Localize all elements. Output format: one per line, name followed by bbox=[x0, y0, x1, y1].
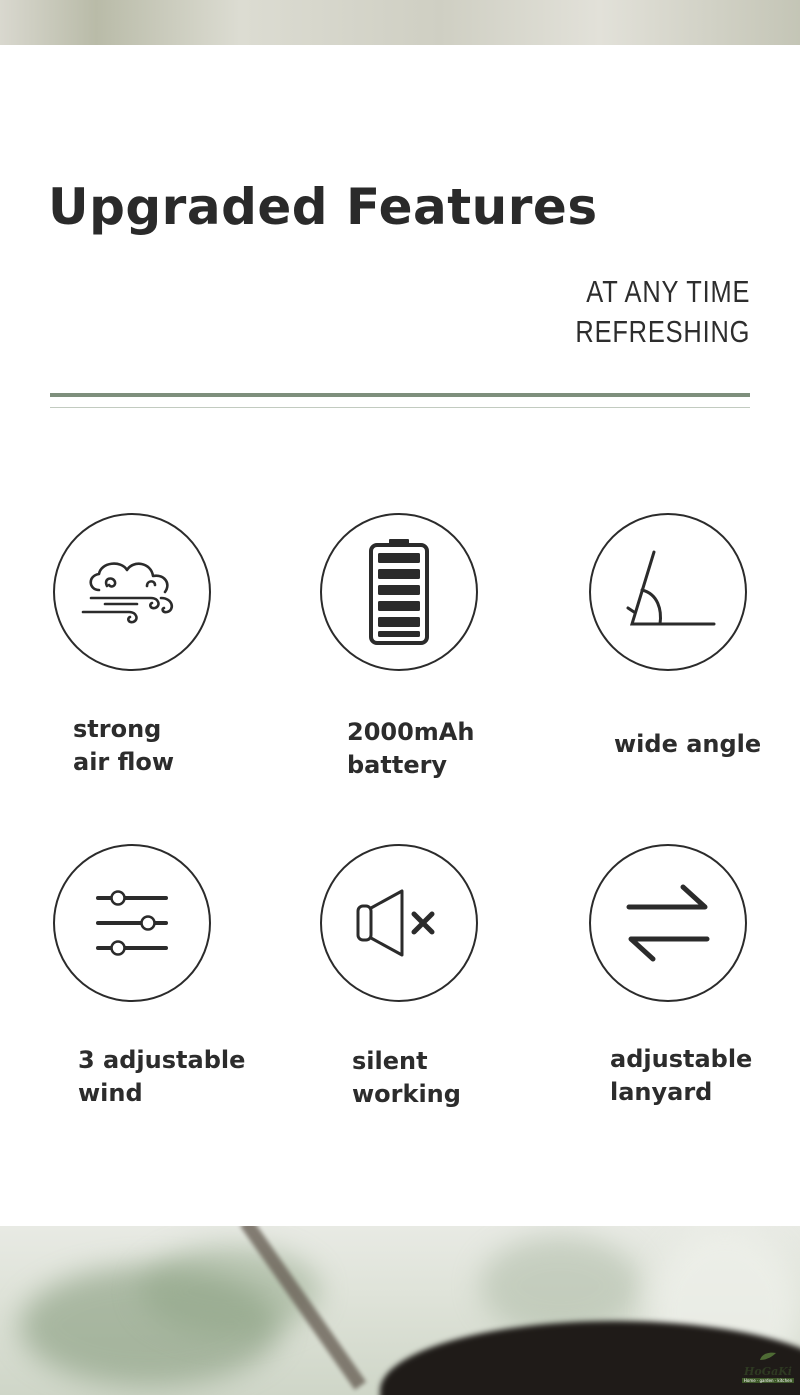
feature-circle-air-flow bbox=[53, 513, 211, 671]
feature-label-line-2: battery bbox=[347, 751, 448, 779]
feature-label-line-1: silent bbox=[352, 1047, 428, 1075]
feature-label-lanyard bbox=[610, 1043, 752, 1109]
feature-circle-adjustable-wind bbox=[53, 844, 211, 1002]
feature-label-line-1: 2000mAh bbox=[347, 718, 475, 746]
feature-circle-battery bbox=[320, 513, 478, 671]
feature-label-line-2: wind bbox=[78, 1079, 143, 1107]
feature-circle-lanyard bbox=[589, 844, 747, 1002]
feature-label-wide-angle bbox=[614, 728, 761, 761]
feature-label-line-1: adjustable bbox=[610, 1045, 753, 1073]
tagline-line-2: REFRESHING bbox=[575, 314, 750, 349]
feature-label-silent bbox=[352, 1045, 461, 1111]
feature-label-line-2: lanyard bbox=[610, 1078, 713, 1106]
page-title: Upgraded Features bbox=[48, 178, 598, 236]
top-banner-photo bbox=[0, 0, 800, 45]
bottom-product-photo bbox=[0, 1226, 800, 1395]
brand-logo-text: HoGaKi bbox=[744, 1365, 792, 1378]
sliders-icon bbox=[92, 888, 172, 958]
mute-speaker-icon bbox=[354, 888, 444, 958]
divider-thin bbox=[50, 407, 750, 408]
wind-cloud-icon bbox=[77, 552, 187, 632]
brand-logo bbox=[740, 1347, 796, 1383]
feature-label-line-2: working bbox=[352, 1080, 461, 1108]
feature-label-adjustable-wind bbox=[78, 1044, 245, 1110]
leaf-icon bbox=[758, 1346, 778, 1365]
divider-thick bbox=[50, 393, 750, 397]
feature-label-line-1: 3 adjustable bbox=[78, 1046, 246, 1074]
tagline bbox=[575, 272, 750, 352]
feature-label-battery bbox=[347, 716, 474, 782]
feature-circle-silent bbox=[320, 844, 478, 1002]
feature-circle-wide-angle bbox=[589, 513, 747, 671]
tagline-line-1: AT ANY TIME bbox=[586, 274, 750, 309]
hair-shape bbox=[380, 1321, 800, 1395]
angle-icon bbox=[618, 542, 718, 642]
feature-label-line-1: strong bbox=[73, 715, 162, 743]
feature-label-air-flow bbox=[73, 713, 174, 779]
swap-arrows-icon bbox=[623, 883, 713, 963]
brand-logo-subtitle: Home · garden · kitchen bbox=[743, 1378, 793, 1383]
battery-icon bbox=[367, 537, 431, 647]
feature-label-line-1: wide angle bbox=[614, 730, 762, 758]
feature-label-line-2: air flow bbox=[73, 748, 175, 776]
